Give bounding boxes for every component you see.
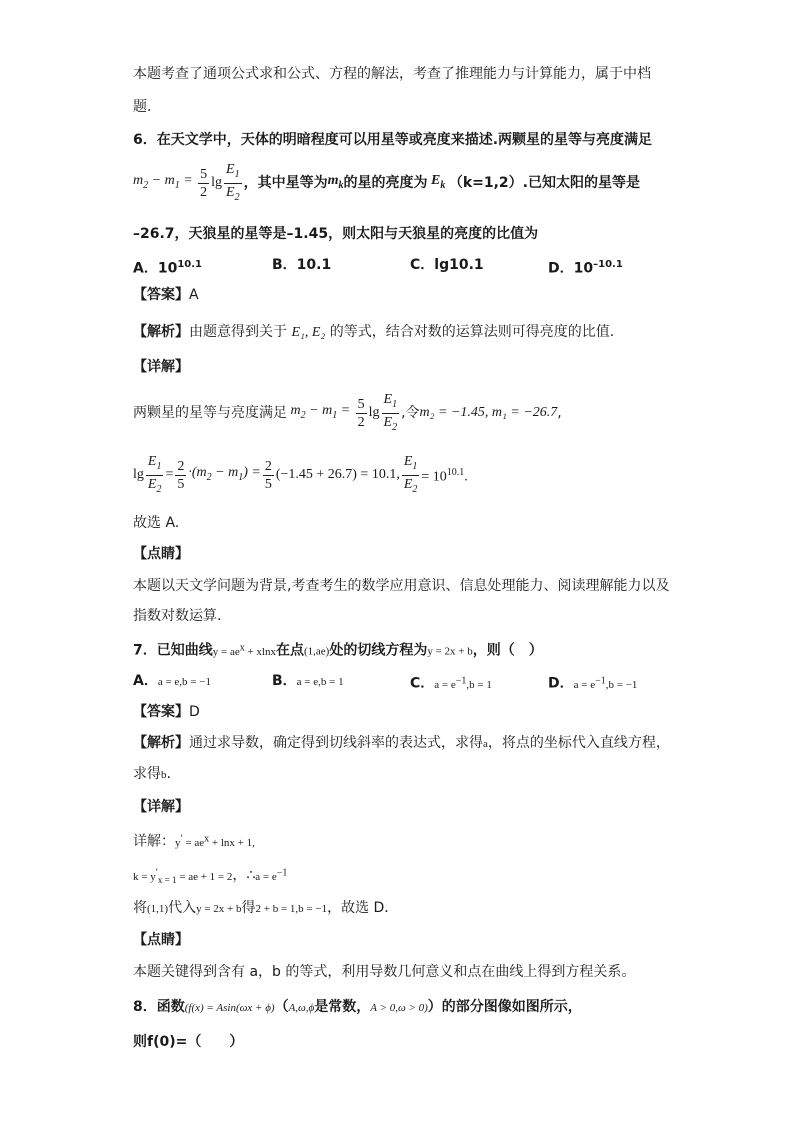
q7-answer: 【答案】D xyxy=(133,704,200,720)
q6-analysis: 【解析】由题意得到关于 E₁, E₂ 的等式，结合对数的运算法则可得亮度的比值. xyxy=(133,324,615,340)
q8-stem-line2: 则f(0)=（ ） xyxy=(133,1034,244,1050)
q7-detail-slope: $k = y'_{x = 1}$ = ae + 1 = 2，∴a = $e^{-1}$ xyxy=(133,867,288,885)
q7-detail-derivative: 详解：$y' = ae^x + \ln x + 1$, xyxy=(133,833,255,850)
q6-comment-line1: 本题以天文学问题为背景,考查考生的数学应用意识、信息处理能力、阅读理解能力以及 xyxy=(133,578,670,594)
q6-frac-5-2: $\frac{5}{2}$ xyxy=(200,166,208,200)
q6-detail-line2: lg $\frac{E_1}{E_2}$ = $\frac{2}{5}$ $\cdot(m_2 - m_1)$ = $\frac{2}{5}$ (−1.45 + 26.7) = 10.1, $\frac{E_1}{E_2}$ = $10^{10.1}$. xyxy=(133,453,468,495)
q6-comment-line2: 指数对数运算. xyxy=(133,608,222,624)
prev-comment-line1: 本题考查了通项公式求和公式、方程的解法，考查了推理能力与计算能力，属于中档 xyxy=(133,66,651,82)
q6-frac-E1-E2: $\frac{E_1}{E_2}$ xyxy=(226,161,240,203)
q6-stem-line3: –26.7，天狼星的星等是–1.45，则太阳与天狼星的亮度的比值为 xyxy=(133,226,539,242)
q6-stem-line2: $m_2 - m_1$ = $\frac{5}{2}$ lg $\frac{E_1}{E_2}$ ，其中星等为 $m_k$ 的星的亮度为 $E_k$ （k=1,2）.已知太阳的星等是 xyxy=(133,162,640,204)
q6-option-b: B．10.1 xyxy=(272,257,332,273)
q7-option-d: D．$a = e^{-1},b = -1$ xyxy=(548,675,638,692)
q6-detail-tag: 【详解】 xyxy=(133,359,189,375)
q7-detail-substitute: 将(1,1)代入y = 2x + b得2 + b = 1,b = −1，故选 D． xyxy=(133,900,399,916)
q7-option-c: C．$a = e^{-1},b = 1$ xyxy=(410,675,492,692)
q6-detail-line1: 两颗星的星等与亮度满足 $m_2 - m_1$ = $\frac{5}{2}$ lg $\frac{E_1}{E_2}$ ,令 m₂ = −1.45, m₁ = −26.7 , xyxy=(133,391,562,433)
q6-answer: 【答案】A xyxy=(133,287,199,303)
q7-comment: 本题关键得到含有 a，b 的等式，利用导数几何意义和点在曲线上得到方程关系。 xyxy=(133,964,636,980)
q6-choose: 故选 A. xyxy=(133,515,180,531)
q7-detail-tag: 【详解】 xyxy=(133,799,189,815)
q7-option-b: B．a = e,b = 1 xyxy=(272,673,344,689)
q6-option-c: C．lg10.1 xyxy=(410,257,484,273)
q8-stem-line1: 8．函数(f(x) = Asin(ωx + ϕ)（A,ω,ϕ是常数，A > 0,ω > 0)）的部分图像如图所示， xyxy=(133,999,582,1015)
q6-formula: $m_2 - m_1$ = xyxy=(133,172,197,191)
q6-option-d: D．$10^{-10.1}$ xyxy=(548,259,623,277)
q7-analysis-line2: 求得b. xyxy=(133,766,171,782)
q7-stem: 7．已知曲线$y = ae^x + xlnx$在点(1,ae)处的切线方程为y = 2x + b，则（ ） xyxy=(133,642,543,659)
q7-option-a: A．a = e,b = −1 xyxy=(133,673,211,689)
q6-option-a: A．$10^{10.1}$ xyxy=(133,259,203,277)
q6-comment-tag: 【点睛】 xyxy=(133,546,189,562)
prev-comment-line2: 题． xyxy=(133,99,161,115)
q6-stem-line1: 6．在天文学中，天体的明暗程度可以用星等或亮度来描述.两颗星的星等与亮度满足 xyxy=(133,132,653,148)
q7-analysis-line1: 【解析】通过求导数，确定得到切线斜率的表达式，求得a，将点的坐标代入直线方程， xyxy=(133,735,670,751)
q7-comment-tag: 【点睛】 xyxy=(133,932,189,948)
